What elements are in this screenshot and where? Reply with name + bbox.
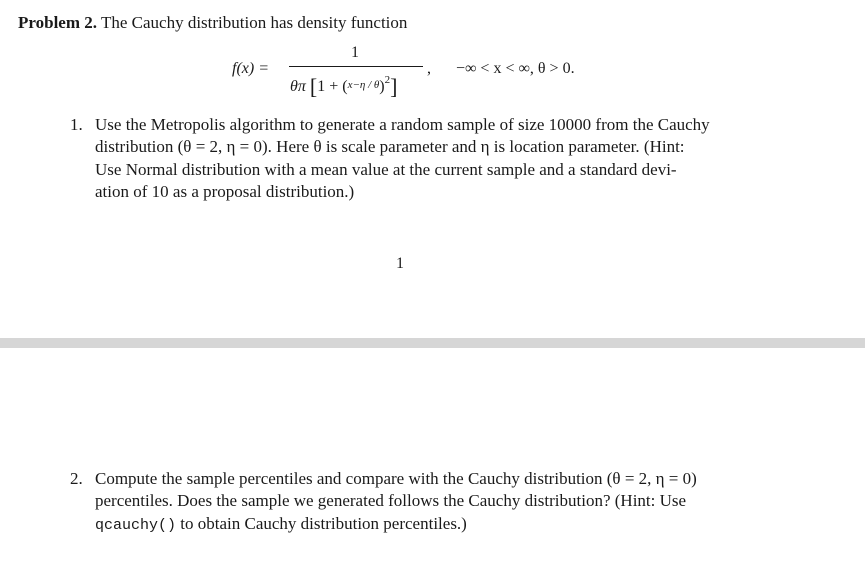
part-2-text	[95, 468, 800, 537]
part-number: 2.	[70, 469, 83, 488]
problem-part-1	[70, 114, 800, 204]
text-line: Use the Metropolis algorithm to generate a random sample of size 10000 from the Cauchy	[95, 115, 710, 134]
problem-label: Problem 2.	[18, 13, 98, 32]
text-line: Use Normal distribution with a mean value at the current sample and a standard devi-	[95, 159, 677, 179]
part-number: 1.	[70, 115, 83, 134]
text-line: ation of 10 as a proposal distribution.)	[95, 182, 355, 202]
text-line: Compute the sample percentiles and compare with the Cauchy distribution (θ = 2, η = 0)	[95, 469, 697, 488]
formula-lhs: f(x) =	[232, 60, 269, 77]
fraction-bar	[289, 66, 423, 67]
part-1-text	[95, 114, 800, 204]
problem-heading	[18, 12, 407, 34]
formula-comma: ,	[427, 60, 431, 77]
problem-intro-text: The Cauchy distribution has density function	[100, 13, 408, 32]
text-line: distribution (θ = 2, η = 0). Here θ is scale parameter and η is location parameter. (Hint:	[95, 137, 685, 157]
problem-part-2	[70, 468, 800, 537]
text-line: qcauchy() to obtain Cauchy distribution percentiles.)	[95, 513, 467, 534]
page-number: 1	[396, 255, 404, 272]
formula-numerator: 1	[351, 44, 359, 61]
density-formula	[232, 44, 632, 104]
document-page-2	[0, 348, 865, 575]
code-function: qcauchy()	[95, 516, 177, 534]
formula-domain: −∞ < x < ∞, θ > 0.	[456, 60, 575, 77]
formula-denominator: θπ $[1 + (x-\eta / \theta)^2]$	[290, 74, 398, 99]
page-separator	[0, 338, 865, 348]
text-line: percentiles. Does the sample we generated follows the Cauchy distribution? (Hint: Use	[95, 491, 687, 511]
